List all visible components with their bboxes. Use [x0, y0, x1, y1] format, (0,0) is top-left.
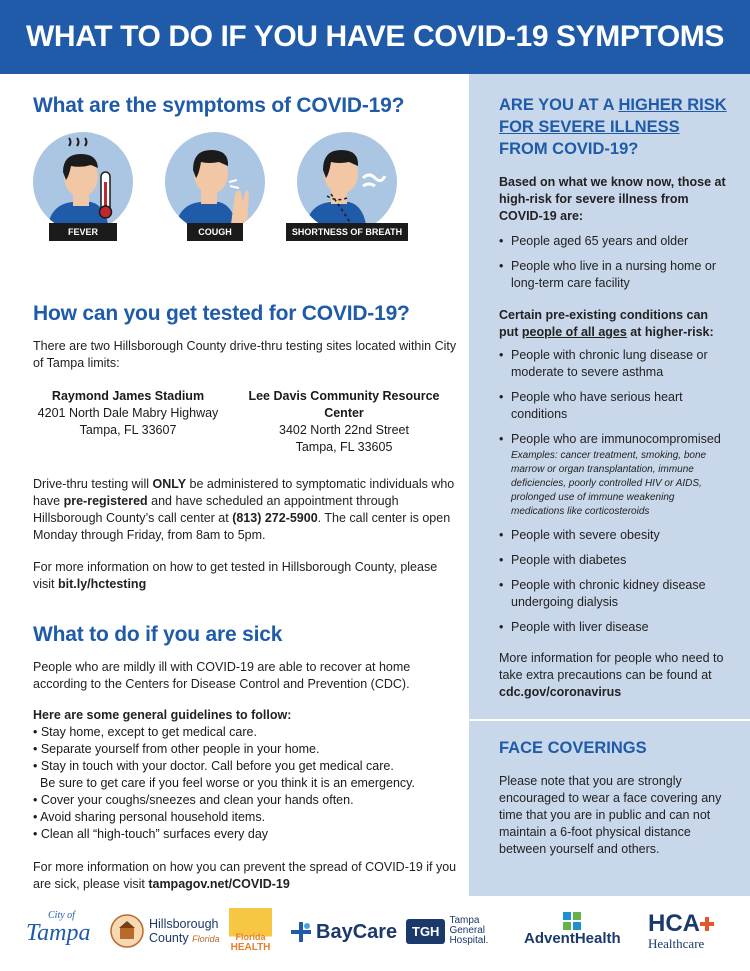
right-panel: [469, 74, 750, 896]
symptoms-heading: What are the symptoms of COVID-19?: [33, 94, 405, 117]
logo-text: AdventHealth: [524, 930, 621, 947]
list-item: • People who are immunocompromised: [499, 431, 728, 448]
hillsborough-county-logo: [110, 914, 220, 948]
logo-text: Florida: [235, 932, 266, 942]
logo-text: County: [149, 930, 189, 945]
text: at higher-risk:: [626, 325, 714, 339]
text: For more information on how to get tested in Hillsborough County, please visit: [33, 560, 438, 591]
symptom-label: COUGH: [187, 223, 243, 241]
symptom-shortness-of-breath: [291, 132, 403, 252]
text: Certain pre-existing conditions can put: [499, 308, 709, 339]
list-item: • People with chronic kidney disease undergoing dialysis: [499, 577, 728, 611]
site-city: Tampa, FL 33607: [79, 423, 177, 437]
baycare-logo: [289, 920, 397, 944]
logo-text: Hillsborough: [149, 916, 219, 931]
page-title: WHAT TO DO IF YOU HAVE COVID-19 SYMPTOMS: [26, 20, 724, 53]
text: people of all ages: [521, 325, 627, 339]
list-item: Be sure to get care if you feel worse or you think it is an emergency.: [40, 776, 415, 790]
testing-site: [230, 388, 458, 456]
logo-text: Healthcare: [648, 936, 705, 951]
adventhealth-mark-icon: [563, 912, 581, 930]
testing-intro: There are two Hillsborough County drive-thru testing sites located within City of Tampa limits:: [33, 339, 457, 370]
logo-text: Florida: [192, 933, 220, 944]
risk-groups: [499, 233, 728, 292]
text: FROM COVID-19?: [499, 140, 639, 158]
text: be administered to symptomatic individuals who have: [33, 477, 455, 508]
symptom-fever: [33, 132, 133, 252]
list-item: • Stay home, except to get medical care.: [33, 725, 257, 739]
testing-sites: [33, 388, 458, 456]
divider: [469, 719, 750, 721]
site-city: Tampa, FL 33605: [295, 440, 393, 454]
symptom-label: SHORTNESS OF BREATH: [286, 223, 408, 241]
hctesting-link[interactable]: bit.ly/hctesting: [58, 577, 147, 591]
risk-intro: Based on what we know now, those at high-risk for severe illness from COVID-19 are:: [499, 175, 726, 223]
site-street: 4201 North Dale Mabry Highway: [37, 406, 219, 420]
logo-text: BayCare: [316, 920, 398, 943]
testing-heading: How can you get tested for COVID-19?: [33, 302, 410, 325]
list-item: • Cover your coughs/sneezes and clean your hands often.: [33, 793, 354, 807]
face-heading: FACE COVERINGS: [499, 739, 647, 757]
plus-icon: [700, 917, 714, 931]
logo-text: General: [449, 925, 486, 936]
header-banner: [0, 0, 750, 74]
logo-text: City of: [48, 910, 75, 921]
conditions-intro: [499, 307, 728, 341]
adventhealth-logo: [524, 912, 621, 947]
cough-icon: [165, 132, 265, 232]
symptom-icons: [33, 132, 458, 252]
text: FOR SEVERE ILLNESS: [499, 118, 680, 136]
risk-heading: [499, 94, 728, 160]
left-column: [33, 74, 458, 893]
text: ARE YOU AT A: [499, 96, 619, 114]
testing-site: [33, 388, 223, 456]
list-item: • Clean all “high-touch” surfaces every day: [33, 827, 269, 841]
logo-text: Tampa: [449, 915, 480, 926]
risk-more-info: [499, 650, 728, 701]
sick-more-info: [33, 859, 458, 893]
site-name: Raymond James Stadium: [51, 389, 205, 403]
florida-health-logo: [229, 908, 272, 960]
testing-more-info: [33, 559, 458, 593]
partner-logos: [0, 896, 750, 971]
hca-healthcare-logo: [648, 912, 714, 952]
logo-text: TGH: [406, 919, 445, 944]
logo-text: HCA: [648, 910, 700, 937]
text: HIGHER RISK: [618, 96, 727, 114]
baycare-mark-icon: [289, 920, 313, 944]
list-item: • People with severe obesity: [499, 527, 728, 544]
conditions-list: [499, 347, 728, 636]
list-item: • People who live in a nursing home or long-term care facility: [499, 258, 728, 292]
list-item: • People aged 65 years and older: [499, 233, 728, 250]
emphasis: pre-registered: [63, 494, 148, 508]
site-street: 3402 North 22nd Street: [279, 423, 409, 437]
list-item: • Avoid sharing personal household items.: [33, 810, 266, 824]
list-item: • People with liver disease: [499, 619, 728, 636]
list-item: • Stay in touch with your doctor. Call before you get medical care.: [33, 759, 394, 773]
guidelines-list: [33, 724, 458, 843]
logo-text: HEALTH: [230, 942, 271, 953]
immuno-examples: Examples: cancer treatment, smoking, bone marrow or organ transplantation, immune deficiencies, poorly controlled HIV or AIDS, prolonged use of immune weakening medications like corticosteroids: [511, 450, 707, 517]
logo-text: Tampa: [26, 920, 91, 946]
guidelines-heading: Here are some general guidelines to follow:: [33, 708, 292, 722]
city-of-tampa-logo: [26, 910, 98, 954]
fever-icon: [33, 132, 133, 232]
call-center-phone: (813) 272-5900: [232, 511, 318, 525]
text: . The call center is open Monday through Friday, from 8am to 5pm.: [33, 511, 451, 542]
list-item: • Separate yourself from other people in your home.: [33, 742, 320, 756]
list-item: • People who have serious heart conditions: [499, 389, 728, 423]
logo-text: Hospital.: [449, 935, 489, 946]
symptom-label: FEVER: [49, 223, 117, 241]
text: Drive-thru testing will: [33, 477, 153, 491]
sick-intro: People who are mildly ill with COVID-19 are able to recover at home according to the Centers for Disease Control and Prevention (CDC).: [33, 660, 411, 691]
tgh-logo: [406, 916, 488, 946]
symptom-cough: [165, 132, 265, 252]
county-seal-icon: [110, 914, 144, 948]
testing-details: [33, 476, 458, 544]
shortness-of-breath-icon: [297, 132, 397, 232]
site-name: Lee Davis Community Resource Center: [248, 389, 440, 420]
text: More information for people who need to take extra precautions can be found at: [499, 651, 724, 682]
text: For more information on how you can prevent the spread of COVID-19 if you are sick, please visit: [33, 860, 457, 891]
cdc-link[interactable]: cdc.gov/coronavirus: [499, 685, 622, 699]
list-item: • People with chronic lung disease or moderate to severe asthma: [499, 347, 728, 381]
tampagov-link[interactable]: tampagov.net/COVID-19: [148, 877, 290, 891]
text: and have scheduled an appointment through Hillsborough County’s call center at: [33, 494, 399, 525]
list-item: • People with diabetes: [499, 552, 728, 569]
emphasis: ONLY: [152, 477, 187, 491]
sick-heading: What to do if you are sick: [33, 623, 283, 646]
face-text: Please note that you are strongly encouraged to wear a face covering any time that you are in public and can not maintain a 6-foot physical distance between yourself and others.: [499, 774, 722, 856]
